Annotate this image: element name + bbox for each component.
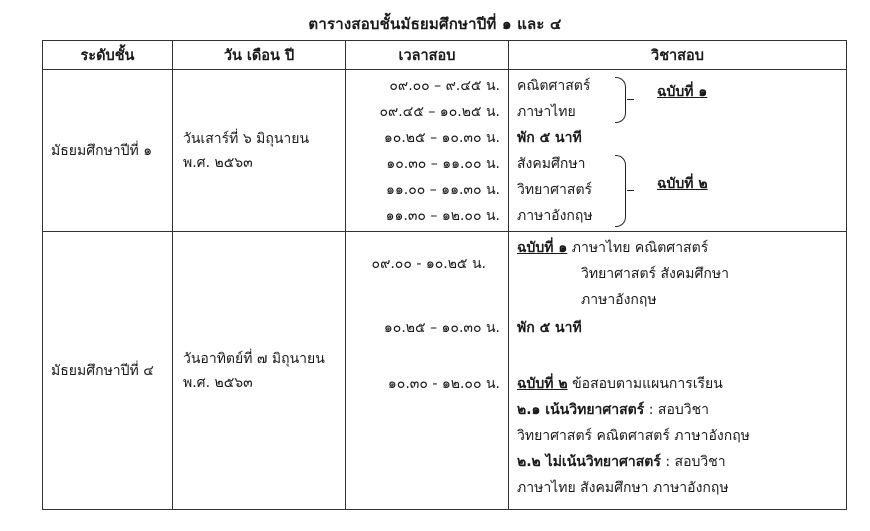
- subject-list: ภาษาอังกฤษ: [581, 291, 657, 308]
- time-slot: ๑๐.๓๐ – ๑๑.๐๐ น.: [386, 155, 500, 172]
- level-text: มัธยมศึกษาปีที่ ๔: [51, 362, 154, 379]
- brace-mark: [615, 77, 626, 123]
- table-row: [43, 232, 847, 510]
- subject-item: คณิตศาสตร์: [517, 77, 591, 94]
- time-slot: ๑๐.๓๐ - ๑๒.๐๐ น.: [387, 375, 500, 392]
- version-2-label: ฉบับที่ ๒: [517, 375, 568, 392]
- header-date: วัน เดือน ปี: [173, 41, 346, 70]
- version-1-label: ฉบับที่ ๑: [517, 239, 568, 256]
- time-slot: ๐๙.๐๐ - ๑๐.๒๕ น.: [371, 255, 486, 272]
- subject-item: วิทยาศาสตร์: [517, 181, 593, 198]
- subject-list: วิทยาศาสตร์ สังคมศึกษา: [581, 265, 729, 282]
- year-line: พ.ศ. ๒๕๖๓: [183, 154, 253, 171]
- time-cell: [346, 70, 509, 232]
- brace-tip: [627, 190, 634, 191]
- level-text: มัธยมศึกษาปีที่ ๑: [51, 142, 153, 159]
- table-row: [43, 70, 847, 232]
- subject-item: ภาษาอังกฤษ: [517, 207, 593, 224]
- track-1-line: [517, 399, 709, 421]
- brace-mark: [615, 155, 626, 227]
- track-1-desc: : สอบวิชา: [644, 401, 709, 418]
- version-1-line: [517, 237, 708, 259]
- track-2-desc: : สอบวิชา: [660, 453, 726, 470]
- date-cell: [173, 70, 346, 232]
- break-item: พัก ๕ นาที: [517, 319, 582, 336]
- date-line: วันเสาร์ที่ ๖ มิถุนายน: [183, 130, 310, 147]
- subject-cell: [509, 232, 847, 510]
- time-slot: ๑๐.๒๕ – ๑๐.๓๐ น.: [383, 129, 500, 146]
- time-slot: ๐๙.๐๐ – ๙.๔๕ น.: [389, 77, 500, 94]
- time-slots: [346, 233, 508, 509]
- document-title: ตารางสอบชั้นมัธยมศึกษาปีที่ ๑ และ ๔: [308, 15, 562, 33]
- level-cell: [43, 232, 173, 510]
- subject-item: สังคมศึกษา: [517, 155, 586, 172]
- brace-tip: [627, 99, 634, 100]
- time-slot: ๑๑.๐๐ – ๑๑.๓๐ น.: [385, 181, 500, 198]
- time-slot: ๑๑.๓๐ – ๑๒.๐๐ น.: [385, 207, 500, 224]
- date-cell: [173, 232, 346, 510]
- subject-block: [509, 233, 846, 509]
- time-slot: ๑๐.๒๕ – ๑๐.๓๐ น.: [383, 319, 500, 336]
- subject-cell: [509, 70, 847, 232]
- version-2-label: ฉบับที่ ๒: [657, 175, 708, 192]
- time-cell: [346, 232, 509, 510]
- track-1-label: ๒.๑ เน้นวิทยาศาสตร์: [517, 401, 645, 418]
- track-2-line: [517, 451, 726, 473]
- exam-schedule-table: [42, 40, 847, 510]
- level-cell: [43, 70, 173, 232]
- version-2-line: [517, 373, 723, 395]
- header-row: [43, 41, 847, 70]
- version-2-desc: ข้อสอบตามแผนการเรียน: [567, 375, 723, 392]
- header-level: ระดับชั้น: [43, 41, 173, 70]
- header-time: เวลาสอบ: [346, 41, 509, 70]
- break-item: พัก ๕ นาที: [517, 129, 582, 146]
- subject-list: ภาษาไทย คณิตศาสตร์: [567, 239, 709, 256]
- date-line: วันอาทิตย์ที่ ๗ มิถุนายน: [183, 350, 325, 367]
- subject-item: ภาษาไทย: [517, 103, 576, 120]
- time-slot: ๐๙.๔๕ – ๑๐.๒๕ น.: [379, 103, 500, 120]
- track-2-label: ๒.๒ ไม่เน้นวิทยาศาสตร์: [517, 453, 661, 470]
- version-1-label: ฉบับที่ ๑: [657, 83, 708, 100]
- track-2-subjects: ภาษาไทย สังคมศึกษา ภาษาอังกฤษ: [517, 479, 729, 496]
- track-1-subjects: วิทยาศาสตร์ คณิตศาสตร์ ภาษาอังกฤษ: [517, 427, 750, 444]
- year-line: พ.ศ. ๒๕๖๓: [183, 374, 253, 391]
- header-subject: วิชาสอบ: [509, 41, 847, 70]
- version-2-group: [517, 151, 846, 229]
- version-1-group: [517, 73, 846, 125]
